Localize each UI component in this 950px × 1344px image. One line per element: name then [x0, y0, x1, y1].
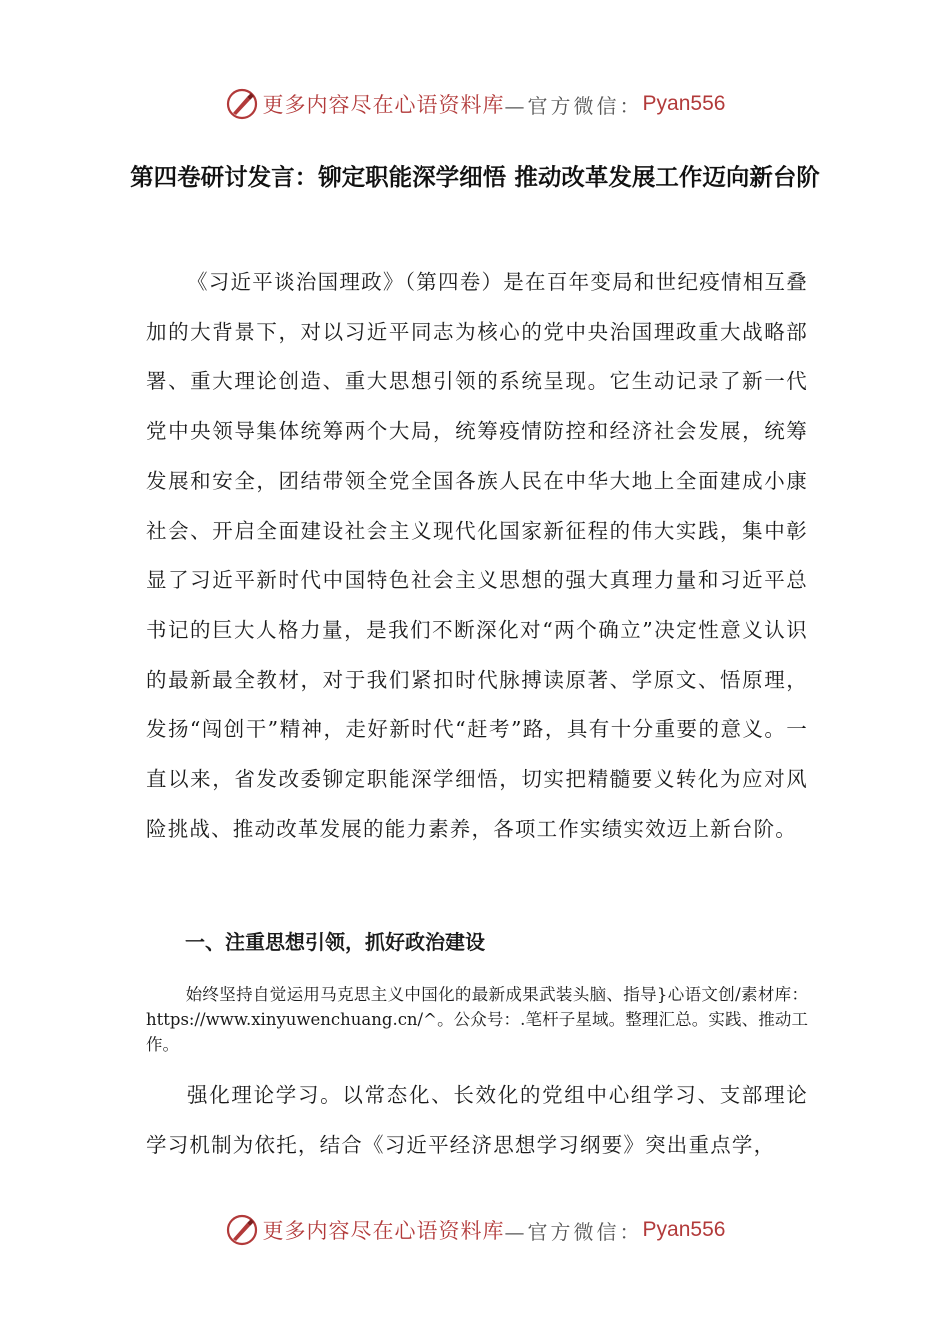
section-paragraph: 强化理论学习。以常态化、长效化的党组中心组学习、支部理论学习机制为依托，结合《习近平经济思想学习纲要》突出重点学，: [146, 1083, 808, 1157]
banner-sub-text: —官方微信：: [504, 93, 643, 118]
banner-main-text: 更多内容尽在心语资料库: [262, 93, 505, 117]
document-title: 第四卷研讨发言：铆定职能深学细悟 推动改革发展工作迈向新台阶: [130, 163, 820, 191]
intro-paragraph: 《习近平谈治国理政》（第四卷）是在百年变局和世纪疫情相互叠加的大背景下，对以习近平同志为核心的党中央治国理政重大战略部署、重大理论创造、重大思想引领的系统呈现。它生动记录了新一代党中央领导集体统筹两个大局，统筹疫情防控和经济社会发展，统筹发展和安全，团结带领全党全国各族人民在中华大地上全面建成小康社会、开启全面建设社会主义现代化国家新征程的伟大实践，集中彰显了习近平新时代中国特色社会主义思想的强大真理力量和习近平总书记的巨大人格力量，是我们不断深化对“两个确立”决定性意义认识的最新最全教材，对于我们紧扣时代脉搏读原著、学原文、悟原理，发扬“闯创干”精神，走好新时代“赶考”路，具有十分重要的意义。一直以来，省发改委铆定职能深学细悟，切实把精髓要义转化为应对风险挑战、推动改革发展的能力素养，各项工作实绩实效迈上新台阶。: [146, 270, 808, 841]
pen-logo-icon: [225, 87, 259, 121]
banner-main-text: 更多内容尽在心语资料库: [262, 1219, 505, 1243]
section-heading: 一、注重思想引领，抓好政治建设: [185, 930, 485, 954]
banner-wechat-id: Pyan556: [642, 1218, 726, 1241]
footer-banner: [0, 1210, 950, 1250]
banner-wechat-id: Pyan556: [642, 92, 726, 115]
section-small-paragraph: 始终坚持自觉运用马克思主义中国化的最新成果武装头脑、指导}心语文创/素材库：https://www.xinyuwenchuang.cn/^。公众号：.笔杆子星域。整理汇总。实践、推动工作。: [146, 985, 808, 1054]
banner-sub-text: —官方微信：: [504, 1219, 643, 1244]
pen-logo-icon: [225, 1213, 259, 1247]
header-banner: [0, 84, 950, 124]
